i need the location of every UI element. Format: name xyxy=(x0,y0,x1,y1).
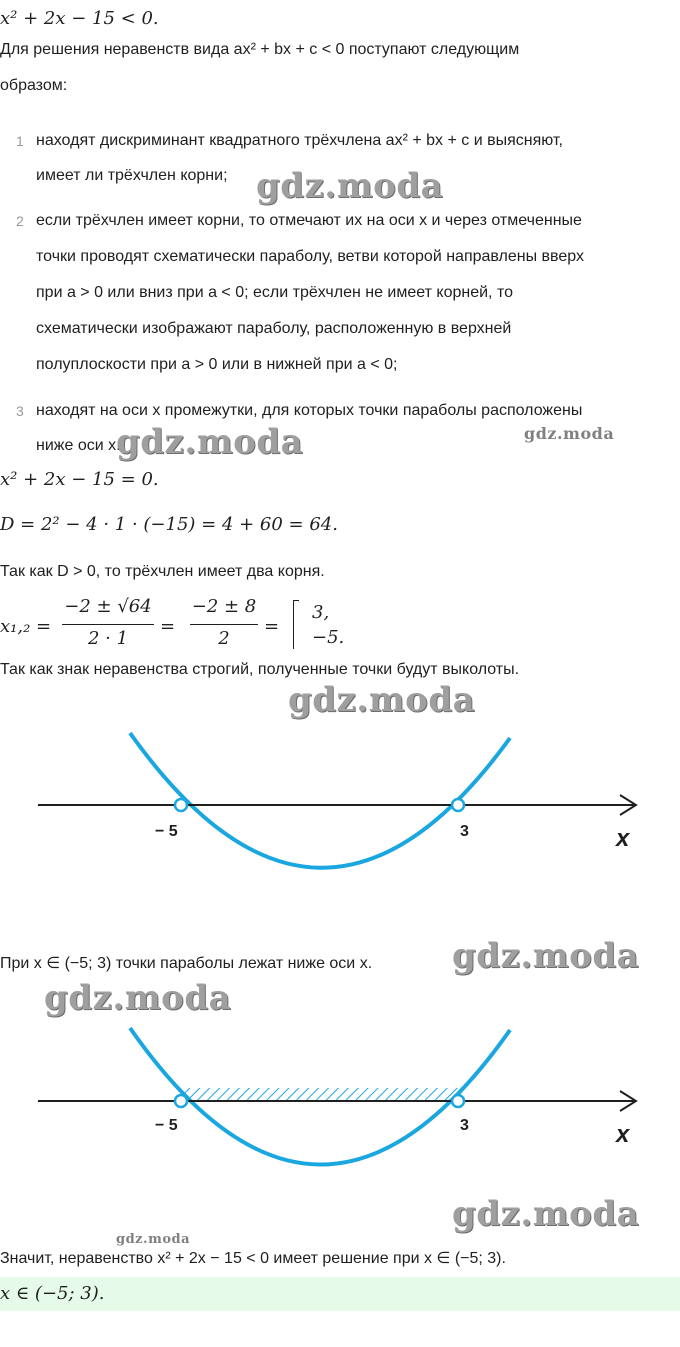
fraction-2-denominator: 2 xyxy=(218,628,230,649)
step-number-3: 3 xyxy=(16,403,24,419)
step-2-line-2: точки проводят схематически параболу, ветви которой направлены вверх xyxy=(36,248,584,265)
watermark: gdz.moda xyxy=(116,422,304,462)
step-1-line-2: имеет ли трёхчлен корни; xyxy=(36,167,228,184)
two-roots-text: Так как D > 0, то трёхчлен имеет два корня. xyxy=(0,563,325,580)
step-2-line-4: схематически изображают параболу, расположенную в верхней xyxy=(36,320,512,337)
fraction-2-numerator: −2 ± 8 xyxy=(191,596,257,617)
conclusion-text: Значит, неравенство x² + 2x − 15 < 0 имеет решение при x ∈ (−5; 3). xyxy=(0,1250,506,1267)
roots-lhs: x₁,₂ = xyxy=(0,616,52,637)
left-root-label-2: − 5 xyxy=(155,1117,178,1134)
equals-sign: = xyxy=(160,616,176,637)
left-root-label: − 5 xyxy=(155,823,178,840)
fraction-1-bar xyxy=(62,624,154,625)
bracket xyxy=(293,600,299,649)
watermark: gdz.moda xyxy=(288,680,476,720)
root-point-left-2 xyxy=(175,1095,187,1107)
fraction-1-numerator: −2 ± √64 xyxy=(64,596,152,617)
answer-box xyxy=(0,1277,680,1311)
discriminant: D = 2² − 4 · 1 · (−15) = 4 + 60 = 64. xyxy=(0,514,338,535)
step-2-line-3: при a > 0 или вниз при a < 0; если трёхчлен не имеет корней, то xyxy=(36,284,513,301)
root-a: 3, xyxy=(312,602,330,623)
root-point-right-2 xyxy=(452,1095,464,1107)
step-1-line-1: находят дискриминант квадратного трёхчлена ax² + bx + c и выясняют, xyxy=(36,132,563,149)
step-3-line-1: находят на оси x промежутки, для которых точки параболы расположены xyxy=(36,402,583,419)
root-point-left xyxy=(175,799,187,811)
method-intro-cont: образом: xyxy=(0,77,68,94)
strict-inequality-text: Так как знак неравенства строгий, полученные точки будут выколоты. xyxy=(0,661,520,678)
parabola-graph-2 xyxy=(0,1000,680,1180)
answer: x ∈ (−5; 3). xyxy=(0,1283,105,1304)
step-3-line-2: ниже оси x. xyxy=(36,437,121,454)
step-number-1: 1 xyxy=(16,133,24,149)
root-b: −5. xyxy=(312,627,345,648)
root-point-right xyxy=(452,799,464,811)
equals-sign-2: = xyxy=(264,616,280,637)
below-axis-text: При x ∈ (−5; 3) точки параболы лежат ниже оси x. xyxy=(0,955,373,972)
watermark: gdz.moda xyxy=(116,1232,191,1247)
step-number-2: 2 xyxy=(16,213,24,229)
watermark: gdz.moda xyxy=(452,936,640,976)
watermark: gdz.moda xyxy=(524,424,615,443)
equation: x² + 2x − 15 = 0. xyxy=(0,469,159,490)
watermark: gdz.moda xyxy=(452,1194,640,1234)
axis-label-2: x xyxy=(616,1121,630,1148)
watermark: gdz.moda xyxy=(44,978,232,1018)
step-2-line-1: если трёхчлен имеет корни, то отмечают их на оси x и через отмеченные xyxy=(36,212,582,229)
parabola-graph-1 xyxy=(0,700,680,880)
axis-label: x xyxy=(616,825,630,852)
inequality-statement: x² + 2x − 15 < 0. xyxy=(0,8,159,29)
method-intro: Для решения неравенств вида ax² + bx + c < 0 поступают следующим xyxy=(0,41,520,58)
right-root-label-2: 3 xyxy=(460,1117,469,1134)
solution-hatch xyxy=(181,1088,458,1101)
right-root-label: 3 xyxy=(460,823,469,840)
fraction-1-denominator: 2 · 1 xyxy=(87,628,129,649)
watermark: gdz.moda xyxy=(256,166,444,206)
fraction-2-bar xyxy=(190,624,258,625)
step-2-line-5: полуплоскости при a > 0 или в нижней при a < 0; xyxy=(36,356,398,373)
